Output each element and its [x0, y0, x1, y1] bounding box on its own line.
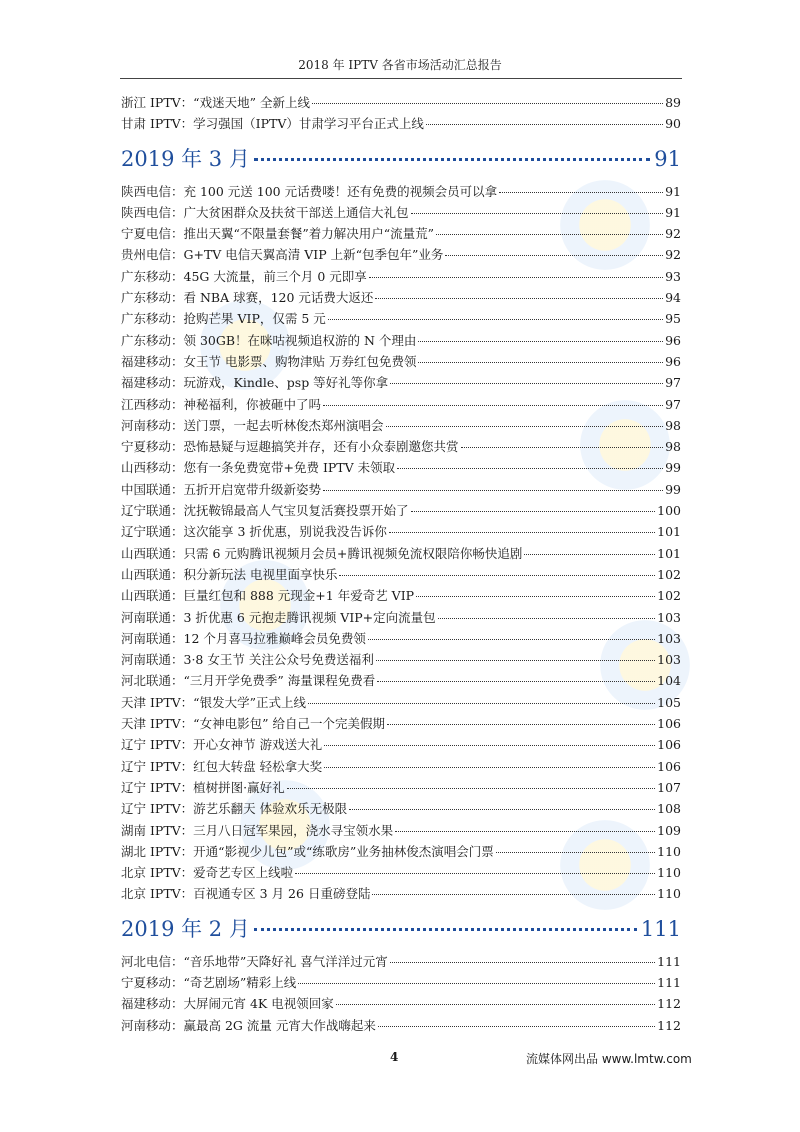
toc-entry-title: 河南移动：送门票，一起去听林俊杰郑州演唱会: [121, 417, 384, 433]
toc-entry-title: 广东移动：领 30GB！在咪咕视频追权游的 N 个理由: [121, 332, 417, 348]
toc-entry-page-number: 92: [665, 247, 681, 263]
toc-entry-title: 天津 IPTV：“银发大学”正式上线: [121, 694, 306, 710]
dot-leader: [386, 414, 664, 427]
toc-entry-page-number: 96: [665, 332, 681, 348]
toc-entry[interactable]: [121, 628, 681, 649]
toc-entry-page-number: 110: [657, 843, 681, 859]
toc-entry[interactable]: [121, 951, 681, 972]
dot-leader: [387, 712, 655, 725]
toc-entry[interactable]: [121, 181, 681, 202]
dot-leader: [324, 733, 655, 746]
toc-entry[interactable]: [121, 351, 681, 372]
toc-entry-title: 中国联通：五折开启宽带升级新姿势: [121, 481, 322, 497]
toc-entry[interactable]: [121, 394, 681, 415]
dot-leader: [418, 350, 663, 363]
toc-entry[interactable]: [121, 500, 681, 521]
toc-entry[interactable]: [121, 756, 681, 777]
footer-brand: 流媒体网出品 www.lmtw.com: [526, 1052, 692, 1066]
dot-leader: [436, 222, 663, 235]
dot-leader: [411, 499, 656, 512]
page-header: 2018 年 IPTV 各省市场活动汇总报告: [298, 58, 502, 72]
toc-entry-page-number: 101: [657, 524, 681, 540]
section-page-number: 111: [640, 916, 681, 941]
dot-leader: [375, 286, 663, 299]
toc-entry-page-number: 107: [657, 779, 681, 795]
toc-list-feb: [121, 951, 681, 1036]
toc-entry-page-number: 103: [657, 652, 681, 668]
toc-entry-page-number: 106: [657, 758, 681, 774]
toc-entry-page-number: 101: [657, 545, 681, 561]
dot-leader: [499, 180, 663, 193]
dot-leader: [339, 563, 655, 576]
toc-entry-title: 河南联通：3 折优惠 6 元抱走腾讯视频 VIP+定向流量包: [121, 609, 436, 625]
toc-entry-title: 陕西电信：充 100 元送 100 元话费喽！还有免费的视频会员可以拿: [121, 183, 498, 199]
dot-leader: [312, 91, 663, 104]
dot-leader: [397, 456, 663, 469]
toc-entry-page-number: 112: [657, 1017, 681, 1033]
dot-leader: [389, 520, 655, 533]
toc-entry[interactable]: [121, 479, 681, 500]
dot-leader: [376, 648, 655, 661]
toc-entry[interactable]: [121, 883, 681, 904]
toc-entry-title: 河北电信：“音乐地带”天降好礼 喜气洋洋过元宵: [121, 953, 388, 969]
toc-entry-page-number: 99: [665, 460, 681, 476]
header-divider: [120, 78, 682, 79]
toc-entry-page-number: 99: [665, 481, 681, 497]
dot-leader: [336, 992, 655, 1005]
dot-leader: [308, 691, 655, 704]
toc-entry[interactable]: [121, 713, 681, 734]
toc-entry-page-number: 100: [657, 503, 681, 519]
dot-leader: [390, 950, 655, 963]
toc-entry-page-number: 109: [657, 822, 681, 838]
toc-entry[interactable]: [121, 543, 681, 564]
toc-entry-page-number: 98: [665, 417, 681, 433]
toc-list-top: [121, 92, 681, 135]
toc-entry-page-number: 92: [665, 226, 681, 242]
dot-leader: [328, 307, 663, 320]
toc-entry-title: 陕西电信：广大贫困群众及扶贫干部送上通信大礼包: [121, 204, 409, 220]
toc-entry-page-number: 110: [657, 886, 681, 902]
toc-entry[interactable]: [121, 564, 681, 585]
toc-entry-page-number: 91: [665, 183, 681, 199]
toc-entry-title: 宁夏电信：推出天翼“不限量套餐”着力解决用户“流量荒”: [121, 226, 435, 242]
dot-leader: [323, 393, 663, 406]
toc-entry[interactable]: [121, 330, 681, 351]
toc-entry-title: 广东移动：看 NBA 球赛，120 元话费大返还: [121, 290, 374, 306]
toc-entry-page-number: 102: [657, 588, 681, 604]
dot-leader: [287, 776, 655, 789]
toc-entry-page-number: 110: [657, 865, 681, 881]
dot-leader: [298, 971, 655, 984]
toc-entry[interactable]: [121, 972, 681, 993]
dot-leader: [378, 1014, 655, 1027]
toc-entry-page-number: 98: [665, 439, 681, 455]
toc-entry-page-number: 95: [665, 311, 681, 327]
toc-entry-title: 贵州电信：G+TV 电信天翼高清 VIP 上新“包季包年”业务: [121, 247, 444, 263]
toc-entry-page-number: 106: [657, 716, 681, 732]
toc-entry-title: 河南联通：3·8 女王节 关注公众号免费送福利: [121, 652, 374, 668]
toc-entry-title: 辽宁联通：沈抚鞍锦最高人气宝贝复活赛投票开始了: [121, 503, 409, 519]
toc-entry-title: 甘肃 IPTV：学习强国（IPTV）甘肃学习平台正式上线: [121, 116, 424, 132]
toc-entry[interactable]: [121, 798, 681, 819]
toc-entry-title: 宁夏移动：“奇艺剧场”精彩上线: [121, 974, 297, 990]
dot-leader: [524, 542, 655, 555]
toc-entry[interactable]: [121, 92, 681, 113]
toc-entry-title: 江西移动：神秘福利，你被砸中了吗: [121, 396, 322, 412]
toc-entry[interactable]: [121, 372, 681, 393]
toc-entry-title: 福建移动：女王节 电影票、购物津贴 万券红包免费领: [121, 353, 417, 369]
toc-entry-page-number: 103: [657, 609, 681, 625]
toc-entry[interactable]: [121, 308, 681, 329]
toc-entry-page-number: 106: [657, 737, 681, 753]
toc-entry-page-number: 96: [665, 353, 681, 369]
table-of-contents: [121, 92, 681, 1036]
toc-entry-title: 辽宁 IPTV：植树拼图·赢好礼: [121, 779, 285, 795]
toc-entry-title: 福建移动：玩游戏，Kindle、psp 等好礼等你拿: [121, 375, 389, 391]
toc-entry-page-number: 112: [657, 996, 681, 1012]
toc-entry[interactable]: [121, 841, 681, 862]
dot-leader: [390, 371, 663, 384]
toc-entry-page-number: 91: [665, 204, 681, 220]
toc-entry-title: 河北联通：“三月开学免费季” 海量课程免费看: [121, 673, 376, 689]
toc-entry[interactable]: [121, 266, 681, 287]
dot-leader: [426, 112, 663, 125]
toc-entry[interactable]: [121, 862, 681, 883]
toc-entry[interactable]: [121, 287, 681, 308]
toc-entry-title: 北京 IPTV：爱奇艺专区上线啦: [121, 865, 294, 881]
toc-entry-title: 广东移动：45G 大流量，前三个月 0 元即享: [121, 268, 367, 284]
toc-entry[interactable]: [121, 457, 681, 478]
toc-entry[interactable]: [121, 734, 681, 755]
toc-entry-title: 山西联通：只需 6 元购腾讯视频月会员+腾讯视频免流权限陪你畅快追剧: [121, 545, 523, 561]
toc-entry[interactable]: [121, 415, 681, 436]
toc-list-march: [121, 181, 681, 905]
toc-entry[interactable]: [121, 244, 681, 265]
toc-entry[interactable]: [121, 202, 681, 223]
toc-entry-title: 山西移动：您有一条免费宽带+免费 IPTV 未领取: [121, 460, 396, 476]
toc-entry-page-number: 94: [665, 290, 681, 306]
dot-leader: [324, 755, 655, 768]
dot-leader: [438, 606, 655, 619]
dot-leader: [254, 142, 650, 161]
dot-leader: [372, 882, 655, 895]
toc-entry[interactable]: [121, 607, 681, 628]
toc-entry-title: 浙江 IPTV：“戏迷天地” 全新上线: [121, 95, 310, 110]
toc-entry-title: 山西联通：积分新玩法 电视里面享快乐: [121, 566, 338, 582]
dot-leader: [323, 478, 663, 491]
dot-leader: [411, 201, 664, 214]
footer-page-number: 4: [390, 1050, 399, 1064]
toc-entry-title: 辽宁 IPTV：红包大转盘 轻松拿大奖: [121, 758, 323, 774]
toc-entry-title: 辽宁 IPTV：开心女神节 游戏送大礼: [121, 737, 323, 753]
toc-entry[interactable]: [121, 1015, 681, 1036]
toc-entry-page-number: 90: [665, 116, 681, 132]
dot-leader: [368, 627, 655, 640]
toc-entry-page-number: 104: [657, 673, 681, 689]
dot-leader: [349, 797, 655, 810]
section-title: 2019 年 2 月: [121, 916, 250, 941]
toc-entry[interactable]: [121, 993, 681, 1014]
toc-entry[interactable]: [121, 223, 681, 244]
toc-entry-page-number: 103: [657, 630, 681, 646]
toc-section-heading[interactable]: [121, 910, 681, 948]
dot-leader: [445, 243, 663, 256]
toc-entry-title: 河南联通：12 个月喜马拉雅巅峰会员免费领: [121, 630, 366, 646]
toc-entry-title: 广东移动：抢购芒果 VIP，仅需 5 元: [121, 311, 326, 327]
toc-entry-title: 宁夏移动：恐怖悬疑与逗趣搞笑并存，还有小众泰剧邀您共赏: [121, 439, 459, 455]
toc-entry-title: 湖北 IPTV：开通“影视少儿包”或“练歌房”业务抽林俊杰演唱会门票: [121, 843, 494, 859]
toc-entry-title: 山西联通：巨量红包和 888 元现金+1 年爱奇艺 VIP: [121, 588, 415, 604]
toc-entry-page-number: 97: [665, 396, 681, 412]
dot-leader: [416, 584, 655, 597]
dot-leader: [395, 819, 655, 832]
toc-entry[interactable]: [121, 670, 681, 691]
toc-entry-title: 北京 IPTV：百视通专区 3 月 26 日重磅登陆: [121, 886, 371, 902]
toc-section-heading[interactable]: [121, 140, 681, 178]
toc-entry-page-number: 111: [657, 974, 681, 990]
toc-entry-title: 天津 IPTV：“女神电影包” 给自己一个完美假期: [121, 716, 385, 732]
toc-entry[interactable]: [121, 649, 681, 670]
dot-leader: [254, 912, 637, 931]
toc-entry-title: 福建移动：大屏闹元宵 4K 电视领回家: [121, 996, 334, 1012]
toc-entry-page-number: 108: [657, 801, 681, 817]
dot-leader: [461, 435, 664, 448]
toc-entry-page-number: 102: [657, 566, 681, 582]
toc-entry-page-number: 105: [657, 694, 681, 710]
toc-entry-page-number: 89: [665, 95, 681, 110]
section-title: 2019 年 3 月: [121, 146, 250, 171]
toc-entry-page-number: 111: [657, 953, 681, 969]
toc-entry[interactable]: [121, 585, 681, 606]
toc-entry-title: 辽宁联通：这次能享 3 折优惠，别说我没告诉你: [121, 524, 387, 540]
toc-entry[interactable]: [121, 777, 681, 798]
dot-leader: [418, 329, 663, 342]
toc-entry[interactable]: [121, 436, 681, 457]
toc-entry-title: 湖南 IPTV：三月八日冠军果园，浇水寻宝领水果: [121, 822, 394, 838]
dot-leader: [377, 669, 655, 682]
section-page-number: 91: [654, 146, 681, 171]
toc-entry[interactable]: [121, 692, 681, 713]
dot-leader: [295, 861, 655, 874]
toc-entry-page-number: 93: [665, 268, 681, 284]
toc-entry[interactable]: [121, 820, 681, 841]
toc-entry[interactable]: [121, 521, 681, 542]
toc-entry[interactable]: [121, 113, 681, 134]
toc-entry-title: 河南移动：赢最高 2G 流量 元宵大作战嗨起来: [121, 1017, 376, 1033]
dot-leader: [496, 840, 655, 853]
toc-entry-page-number: 97: [665, 375, 681, 391]
toc-entry-title: 辽宁 IPTV：游艺乐翻天 体验欢乐无极限: [121, 801, 348, 817]
dot-leader: [369, 265, 663, 278]
